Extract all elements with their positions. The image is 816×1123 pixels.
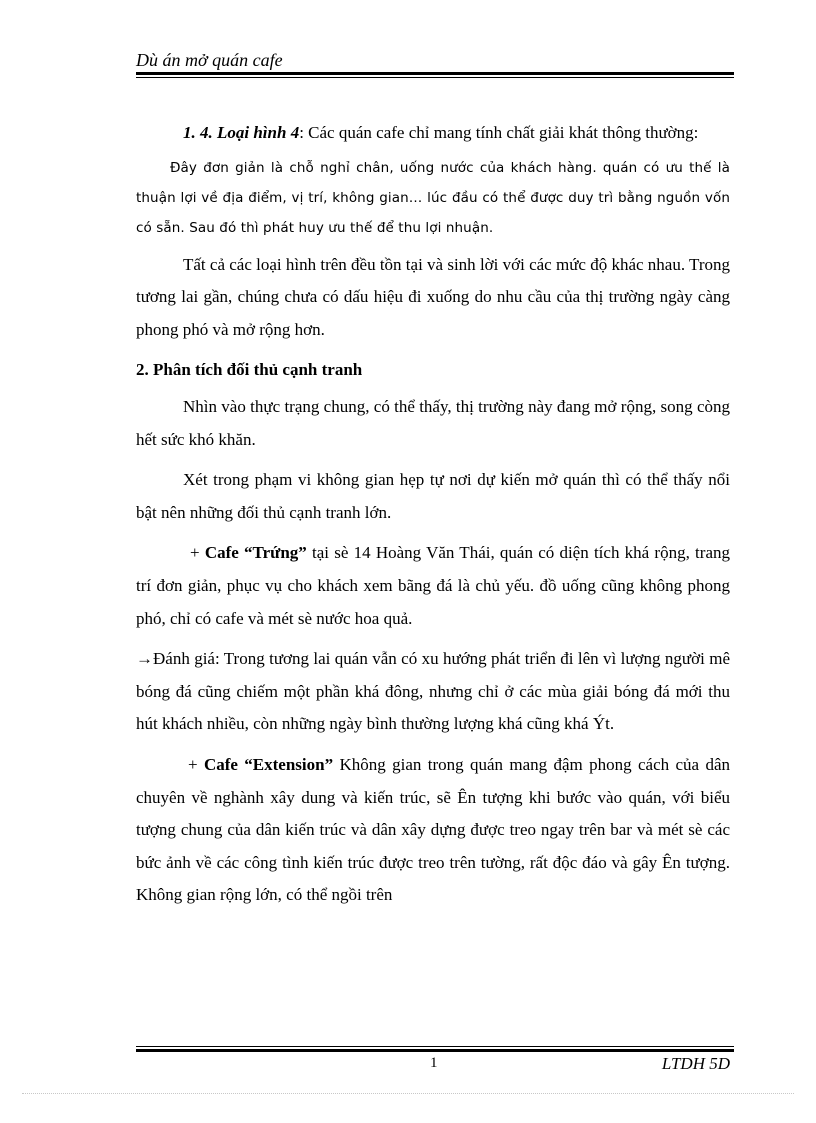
paragraph-competitor-trung xyxy=(136,537,730,635)
footer-rule-thin xyxy=(136,1046,734,1047)
paragraph-scope: Xét trong phạm vi không gian hẹp tự nơi dự kiến mở quán thì có thể thấy nổi bật nên những đối thủ cạnh tranh lớn. xyxy=(136,470,730,522)
paragraph-type-4 xyxy=(136,117,730,150)
competitor-name: Cafe “Trứng” xyxy=(204,543,307,563)
bullet-plus: + xyxy=(188,754,204,774)
paragraph-competitor-extension xyxy=(136,749,730,912)
subsection-text: : Các quán cafe chỉ mang tính chất giải khát thông thường: xyxy=(299,123,699,142)
header-rule-thin xyxy=(136,77,734,78)
footer-rule-thick xyxy=(136,1049,734,1052)
competitor-name: Cafe “Extension” xyxy=(203,754,334,774)
page-bottom-divider xyxy=(22,1093,794,1094)
paragraph-summary: Tất cả các loại hình trên đều tồn tại và sinh lời với các mức độ khác nhau. Trong tương lai gần, chúng chưa có dấu hiệu đi xuống do nhu cầu của thị trường ngày càng phong phó và mở rộng hơn. xyxy=(136,254,730,339)
competitor-description: tại sè 14 Hoàng Văn Thái, quán có diện tích khá rộng, trang trí đơn giản, phục vụ cho khách xem bãng đá là chủ yếu. đồ uống cũng không phong phó, chỉ có cafe và mét sè nước hoa quả. xyxy=(136,543,730,628)
header-title: Dù án mở quán cafe xyxy=(136,50,283,70)
paragraph-description: Đây đơn giản là chỗ nghỉ chân, uống nước của khách hàng. quán có ưu thế là thuận lợi về địa điểm, vị trí, không gian… lúc đầu có thể được duy trì bằng nguồn vốn có sẵn. Sau đó thì phát huy ưu thế để thu lợi nhuận. xyxy=(136,159,730,236)
page-number: 1 xyxy=(430,1055,438,1071)
section-heading: 2. Phân tích đối thủ cạnh tranh xyxy=(136,360,363,380)
footer-right-label: LTDH 5D xyxy=(661,1054,730,1073)
competitor-description: Không gian trong quán mang đậm phong cách của dân chuyên về nghành xây dung và kiến trúc, sẽ Ên tượng khi bước vào quán, với biểu tượng chung của dân kiến trúc và dân xây dựng được treo ngay trên bar và mét sè các bức ảnh về các công tình kiến trúc được treo trên tường, rất độc đáo và gây Ên tượng. Không gian rộng lớn, có thể ngồi trên xyxy=(136,754,730,905)
header-rule-thick xyxy=(136,72,734,75)
paragraph-assessment: →Đánh giá: Trong tương lai quán vẫn có xu hướng phát triển đi lên vì lượng người mê bóng đá cũng chiếm một phần khá đông, nhưng chỉ ở các mùa giải bóng đá mới thu hút khách nhiều, còn những ngày bình thường lượng khá cũng khá Ýt. xyxy=(136,649,730,734)
paragraph-market: Nhìn vào thực trạng chung, có thể thấy, thị trường này đang mở rộng, song còng hết sức khó khăn. xyxy=(136,396,730,449)
subsection-heading: 1. 4. Loại hình 4 xyxy=(183,123,300,142)
bullet-plus: + xyxy=(190,543,205,563)
document-body xyxy=(136,117,730,912)
